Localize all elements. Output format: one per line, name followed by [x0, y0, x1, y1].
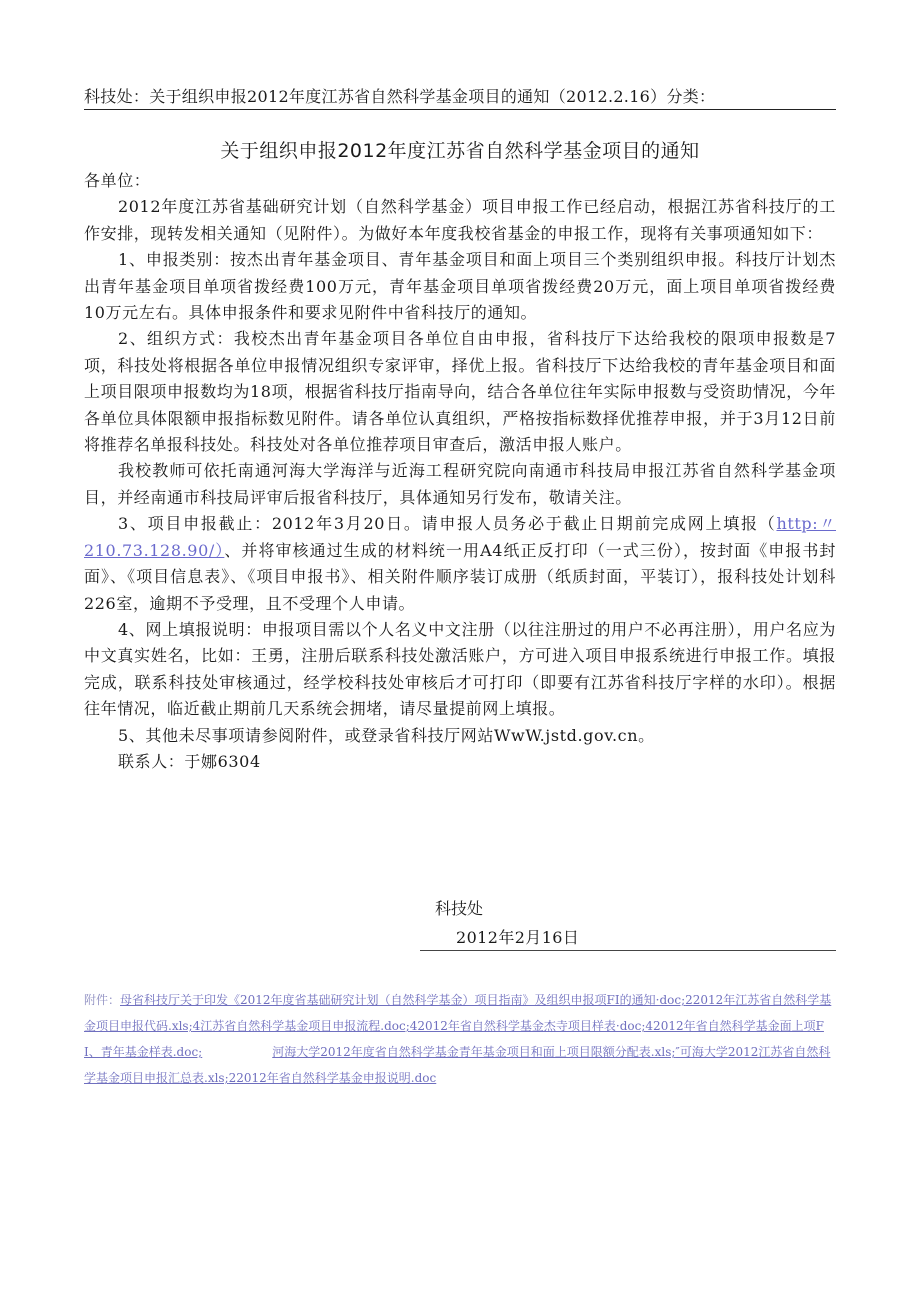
attachment-link[interactable]: 4江苏省自然科学基金项目申报流程.doc;: [192, 1019, 410, 1033]
attachment-link[interactable]: ″可海大学2012江苏省自然科学基金项目申报汇总表.xls;: [84, 1045, 831, 1085]
paragraph-item5: 5、其他未尽事项请参阅附件，或登录省科技厅网站WwW.jstd.gov.cn。: [118, 725, 655, 745]
attachment-link[interactable]: 河海大学2012年度省自然科学基金青年基金项目和面上项目限额分配表.xls;: [272, 1045, 676, 1059]
attachment-link[interactable]: 22012年江苏省自然科学基金项目申报代码.xls;: [84, 993, 832, 1033]
submission-site-link[interactable]: http:〃210.73.128.90/）: [84, 514, 836, 560]
paragraph-item3: [84, 511, 836, 617]
salutation: 各单位：: [84, 171, 151, 190]
document-body: [84, 168, 836, 775]
paragraph-nantong: 我校教师可依托南通河海大学海洋与近海工程研究院向南通市科技局申报江苏省自然科学基金项目，并经南通市科技局评审后报省科技厅，具体通知另行发布，敬请关注。: [84, 461, 836, 507]
attachment-link[interactable]: 42012年省自然科学基金面上项FI、青年基金样表.doc;: [84, 1019, 824, 1059]
paragraph-item4: 4、网上填报说明：申报项目需以个人名义中文注册（以往注册过的用户不必再注册），用户名应为中文真实姓名，比如：王勇，注册后联系科技处激活账户，方可进入项目申报系统进行申报工作。填报完成，联系科技处审核通过，经学校科技处审核后才可打印（即要有江苏省科技厅字样的水印）。根据往年情况，临近截止期前几天系统会拥堵，请尽量提前网上填报。: [84, 619, 836, 719]
paragraph-item1: 1、申报类别：按杰出青年基金项目、青年基金项目和面上项目三个类别组织申报。科技厅计划杰出青年基金项目单项省拨经费100万元，青年基金项目单项省拨经费20万元，面上项目单项省拨经费10万元左右。具体申报条件和要求见附件中省科技厅的通知。: [84, 250, 836, 323]
contact-line: 联系人：于娜6304: [118, 751, 261, 771]
attachment-link[interactable]: 母省科技厅关于印发《2012年度省基础研究计划（自然科学基金）项目指南》及组织申报项FI的通知·doc;: [120, 993, 686, 1007]
signature-divider: [420, 950, 836, 951]
signature-office: 科技处: [435, 899, 484, 918]
paragraph-item2: 2、组织方式：我校杰出青年基金项目各单位自由申报，省科技厅下达给我校的限项申报数是7项，科技处将根据各单位申报情况组织专家评审，择优上报。省科技厅下达给我校的青年基金项目和面上项目限项申报数均为18项，根据省科技厅指南导向，结合各单位往年实际申报数与受资助情况，今年各单位具体限额申报指标数见附件。请各单位认真组织，严格按指标数择优推荐申报，并于3月12日前将推荐名单报科技处。科技处对各单位推荐项目审查后，激活申报人账户。: [84, 329, 836, 455]
item3-text-before: 3、项目申报截止：2012年3月20日。请申报人员务必于截止日期前完成网上填报（: [118, 514, 777, 534]
signature-date: 2012年2月16日: [456, 928, 580, 947]
item3-text-after: 、并将审核通过生成的材料统一用A4纸正反打印（一式三份），按封面《申报书封面》、《项目信息表》、《项目申报书》、相关附件顺序装订成册（纸质封面，平装订），报科技处计划科226室，逾期不予受理，且不受理个人申请。: [84, 540, 836, 613]
page-header: 科技处：关于组织申报2012年度江苏省自然科学基金项目的通知（2012.2.16）分类：: [84, 87, 716, 106]
paragraph-intro: 2012年度江苏省基础研究计划（自然科学基金）项目申报工作已经启动，根据江苏省科技厅的工作安排，现转发相关通知（见附件）。为做好本年度我校省基金的申报工作，现将有关事项通知如下：: [84, 197, 836, 243]
attachments-block: [84, 987, 836, 1091]
attachment-link[interactable]: 22012年省自然科学基金申报说明.doc: [228, 1071, 437, 1085]
attachment-link[interactable]: 42012年省自然科学基金杰寺项目样表·doc;: [409, 1019, 646, 1033]
document-title: 关于组织申报2012年度江苏省自然科学基金项目的通知: [220, 140, 700, 162]
attachments-label: 附件：: [84, 993, 121, 1007]
header-divider: [84, 109, 836, 110]
